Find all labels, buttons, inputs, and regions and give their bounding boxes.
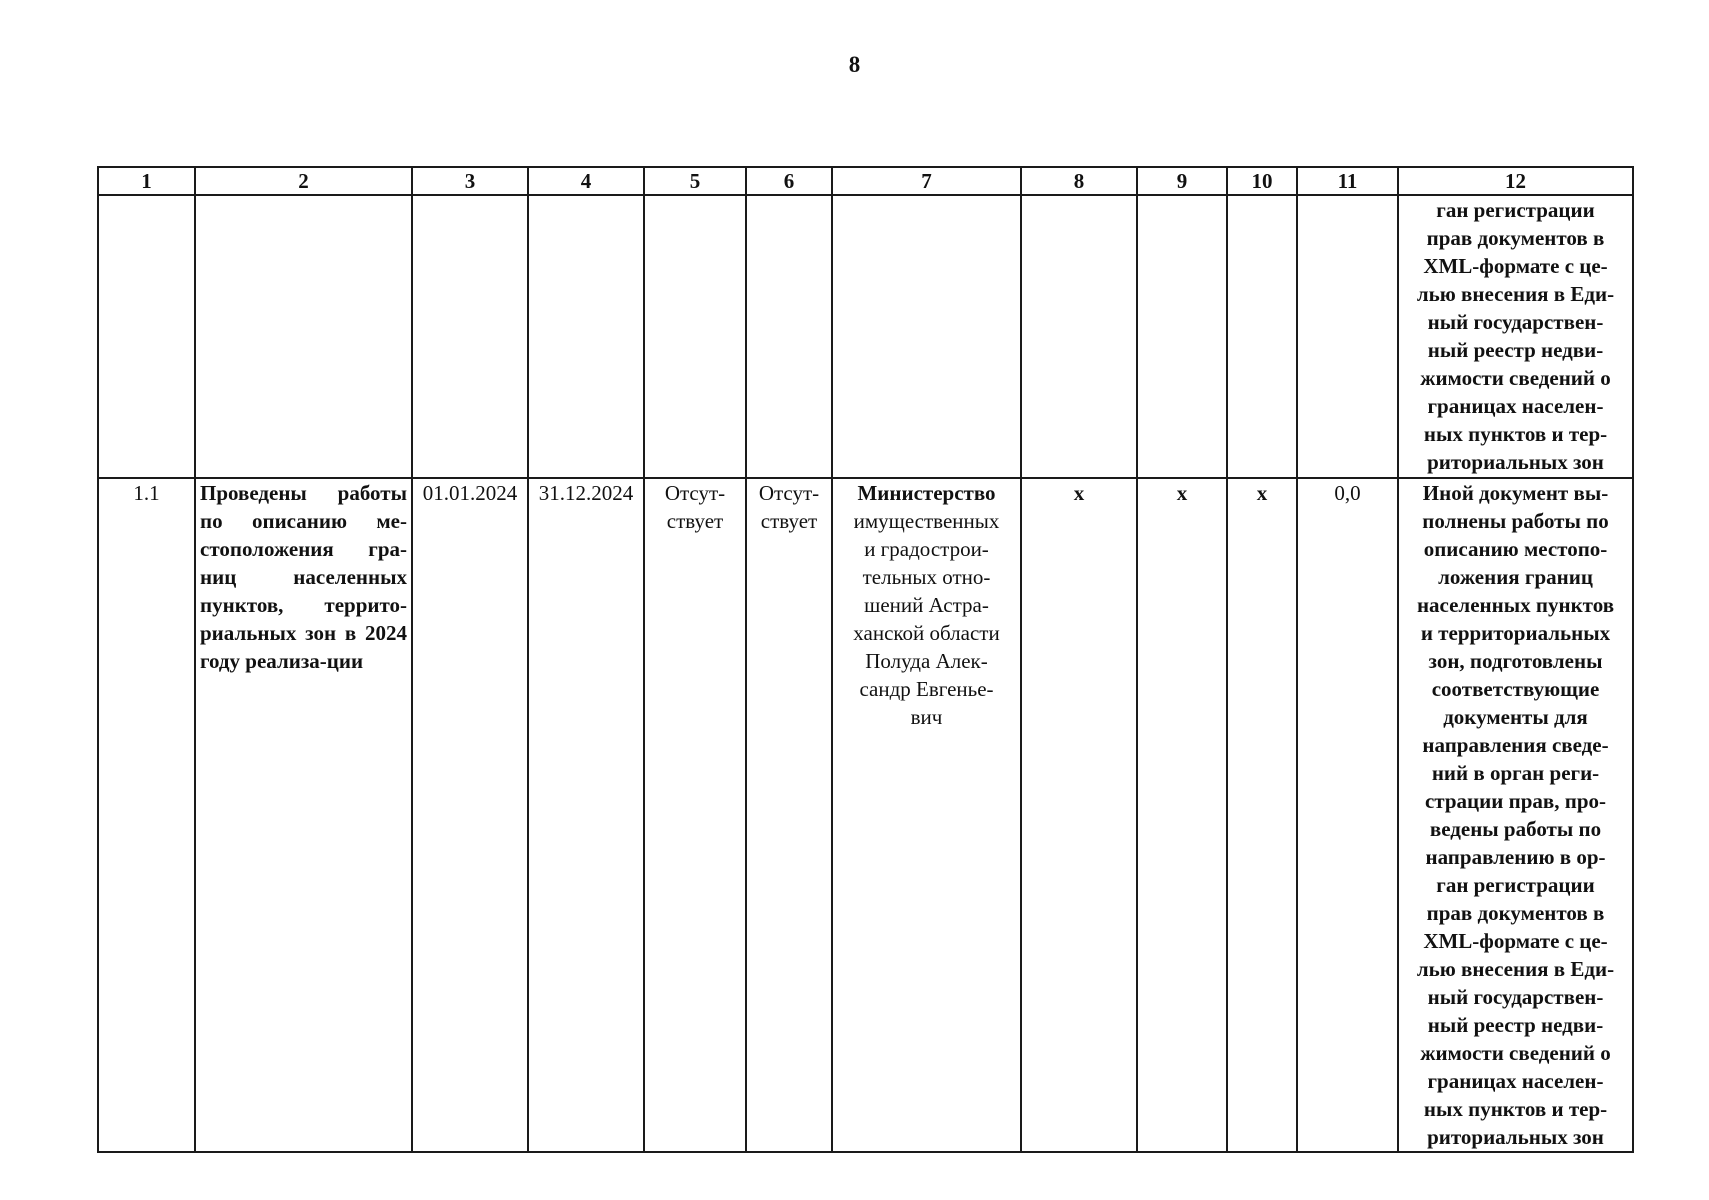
executor-line: шений Астра- <box>864 593 989 617</box>
header-row <box>98 167 1633 195</box>
result-line: жимости сведений о <box>1420 1041 1611 1065</box>
executor-line: имущественных <box>853 509 1000 533</box>
result-line: ных пунктов и тер- <box>1423 422 1608 446</box>
col-10-value: x <box>1227 478 1297 1152</box>
result-line: соответствующие <box>1431 677 1600 701</box>
row-number: 1.1 <box>98 478 195 1152</box>
col-8-value: x <box>1021 478 1137 1152</box>
result-line: направлению в ор- <box>1425 845 1606 869</box>
executor-line: вич <box>910 705 943 729</box>
header-col-5: 5 <box>644 167 746 195</box>
header-col-7: 7 <box>832 167 1021 195</box>
result-line: ный государствен- <box>1427 310 1604 334</box>
header-col-4: 4 <box>528 167 644 195</box>
result-cell <box>1398 478 1633 1152</box>
cell-empty <box>644 195 746 478</box>
result-line: ложения границ <box>1438 565 1593 589</box>
result-line: зон, подготовлены <box>1428 649 1603 673</box>
result-line: лью внесения в Еди- <box>1416 282 1615 306</box>
col-11-value: 0,0 <box>1297 478 1398 1152</box>
result-line: XML-формате с це- <box>1423 254 1608 278</box>
header-col-6: 6 <box>746 167 832 195</box>
header-col-1: 1 <box>98 167 195 195</box>
col-5-value: Отсут-ствует <box>644 478 746 1152</box>
table-row-continuation <box>98 195 1633 478</box>
col-9-value: x <box>1137 478 1227 1152</box>
result-line: лью внесения в Еди- <box>1416 957 1615 981</box>
result-line: ный реестр недви- <box>1427 1013 1604 1037</box>
executor-line: тельных отно- <box>862 565 991 589</box>
header-col-2: 2 <box>195 167 412 195</box>
result-line: прав документов в <box>1426 226 1605 250</box>
result-line: границах населен- <box>1427 1069 1604 1093</box>
cell-empty <box>1137 195 1227 478</box>
result-line: прав документов в <box>1426 901 1605 925</box>
header-col-3: 3 <box>412 167 528 195</box>
result-line: и территориальных <box>1420 621 1611 645</box>
result-line: описанию местопо- <box>1423 537 1608 561</box>
cell-empty <box>746 195 832 478</box>
cell-empty <box>412 195 528 478</box>
header-col-9: 9 <box>1137 167 1227 195</box>
result-line: ведены работы по <box>1429 817 1602 841</box>
result-line: полнены работы по <box>1422 509 1609 533</box>
header-col-11: 11 <box>1297 167 1398 195</box>
result-line: Иной документ вы- <box>1422 481 1609 505</box>
document-table <box>97 166 1634 1153</box>
header-col-12: 12 <box>1398 167 1633 195</box>
page-number: 8 <box>848 52 861 77</box>
cell-empty <box>1227 195 1297 478</box>
result-line: ган регистрации <box>1436 198 1595 222</box>
result-line: ных пунктов и тер- <box>1423 1097 1608 1121</box>
result-line: ный государствен- <box>1427 985 1604 1009</box>
result-line: риториальных зон <box>1427 1125 1604 1149</box>
header-col-8: 8 <box>1021 167 1137 195</box>
result-line: ний в орган реги- <box>1431 761 1600 785</box>
header-col-10: 10 <box>1227 167 1297 195</box>
start-date: 01.01.2024 <box>412 478 528 1152</box>
end-date: 31.12.2024 <box>528 478 644 1152</box>
cell-empty <box>832 195 1021 478</box>
result-line: границах населен- <box>1427 394 1604 418</box>
result-line: ный реестр недви- <box>1427 338 1604 362</box>
activity-name: Проведены работы по описанию ме-стоположения гра-ниц населенных пунктов, террито-риальных зон в 2024 году реализа-ции <box>195 478 412 1152</box>
executor-line: сандр Евгенье- <box>859 677 994 701</box>
result-line: направления сведе- <box>1422 733 1609 757</box>
cell-empty <box>98 195 195 478</box>
result-line: жимости сведений о <box>1420 366 1611 390</box>
cell-empty <box>195 195 412 478</box>
result-line: населенных пунктов <box>1416 593 1615 617</box>
executor-line: Министерство <box>857 481 996 505</box>
executor-line: ханской области <box>853 621 1000 645</box>
executor-line: Полуда Алек- <box>865 649 988 673</box>
cell-empty <box>1021 195 1137 478</box>
result-line: документы для <box>1443 705 1588 729</box>
result-line: страции прав, про- <box>1424 789 1606 813</box>
responsible-executor <box>832 478 1021 1152</box>
executor-line: и градострои- <box>864 537 989 561</box>
cell-empty <box>1297 195 1398 478</box>
result-line: XML-формате с це- <box>1423 929 1608 953</box>
result-line: ган регистрации <box>1436 873 1595 897</box>
cell-empty <box>528 195 644 478</box>
continuation-result-cell <box>1398 195 1633 478</box>
col-6-value: Отсут-ствует <box>746 478 832 1152</box>
result-line: риториальных зон <box>1427 450 1604 474</box>
table-row-1-1 <box>98 478 1633 1152</box>
